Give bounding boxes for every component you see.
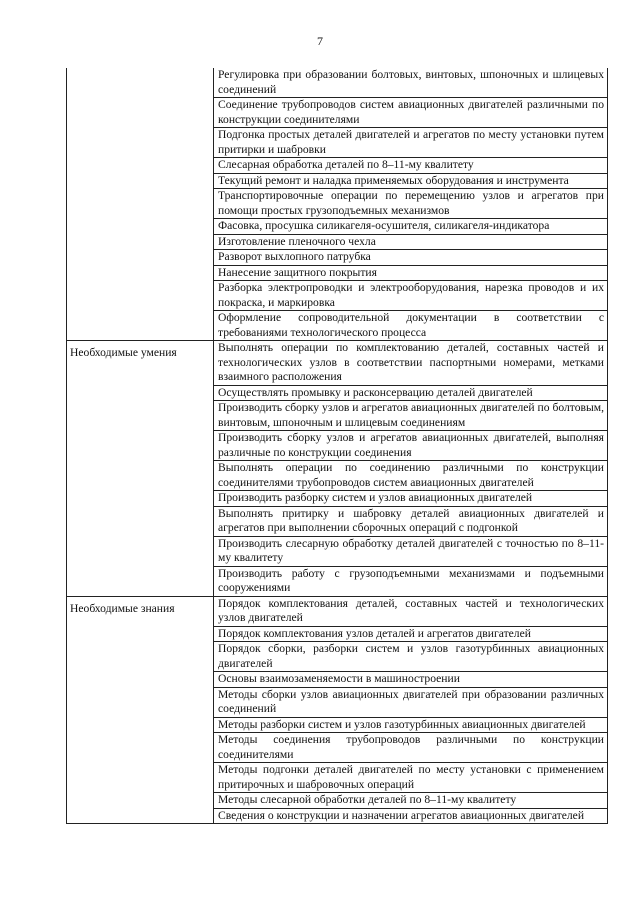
table-row: Слесарная обработка деталей по 8–11-му квалитету [214, 157, 607, 173]
table-row: Оформление сопроводительной документации в соответствии с требованиями технологического процесса [214, 310, 607, 340]
table-row: Соединение трубопроводов систем авиационных двигателей различными по конструкции соединителями [214, 97, 607, 127]
table-row: Порядок комплектования узлов деталей и агрегатов двигателей [214, 626, 607, 642]
table-row: Производить работу с грузоподъемными механизмами и подъемными сооружениями [214, 566, 607, 596]
section-labor-actions [67, 68, 607, 340]
table-row: Методы слесарной обработки деталей по 8–11-му квалитету [214, 792, 607, 808]
section-items [214, 68, 607, 340]
requirements-table [66, 68, 608, 824]
table-row: Транспортировочные операции по перемещению узлов и агрегатов при помощи простых грузоподъемных механизмов [214, 188, 607, 218]
table-row: Подгонка простых деталей двигателей и агрегатов по месту установки путем притирки и шабровки [214, 127, 607, 157]
table-row: Выполнять притирку и шабровку деталей авиационных двигателей и агрегатов при выполнении сборочных операций с подгонкой [214, 506, 607, 536]
table-row: Фасовка, просушка силикагеля-осушителя, силикагеля-индикатора [214, 218, 607, 234]
table-row: Порядок комплектования деталей, составных частей и технологических узлов двигателей [218, 596, 604, 624]
table-row: Основы взаимозаменяемости в машиностроении [214, 671, 607, 687]
section-required-skills [67, 340, 607, 596]
table-row: Сведения о конструкции и назначении агрегатов авиационных двигателей [214, 808, 607, 824]
section-label: Необходимые умения [67, 341, 214, 596]
section-label: Необходимые знания [67, 597, 214, 824]
table-row: Выполнять операции по соединению различными по конструкции соединителями трубопроводов систем авиационных двигателей [214, 460, 607, 490]
table-row: Методы соединения трубопроводов различными по конструкции соединителями [214, 732, 607, 762]
table-row: Производить разборку систем и узлов авиационных двигателей [214, 490, 607, 506]
table-row: Осуществлять промывку и расконсервацию деталей двигателей [214, 385, 607, 401]
table-row: Порядок сборки, разборки систем и узлов газотурбинных авиационных двигателей [214, 641, 607, 671]
section-required-knowledge [67, 596, 607, 824]
table-row: Разборка электропроводки и электрооборудования, нарезка проводов и их покраска, и маркировка [214, 280, 607, 310]
table-row: Выполнять операции по комплектованию деталей, составных частей и технологических узлов в соответствии паспортными номерами, метками взаимного расположения [218, 341, 604, 383]
section-items [214, 597, 607, 824]
table-row: Производить сборку узлов и агрегатов авиационных двигателей, выполняя различные по конструкции соединения [214, 430, 607, 460]
table-row: Изготовление пленочного чехла [214, 234, 607, 250]
table-row: Текущий ремонт и наладка применяемых оборудования и инструмента [214, 173, 607, 189]
section-items [214, 341, 607, 596]
table-row: Разворот выхлопного патрубка [214, 249, 607, 265]
table-row: Нанесение защитного покрытия [214, 265, 607, 281]
table-row: Методы разборки систем и узлов газотурбинных авиационных двигателей [214, 717, 607, 733]
table-row: Методы подгонки деталей двигателей по месту установки с применением притирочных и шабровочных операций [214, 762, 607, 792]
table-row: Методы сборки узлов авиационных двигателей при образовании различных соединений [214, 687, 607, 717]
section-label [67, 68, 214, 340]
page-number: 7 [317, 34, 323, 48]
table-row: Регулировка при образовании болтовых, винтовых, шпоночных и шлицевых соединений [218, 68, 604, 96]
table-row: Производить слесарную обработку деталей двигателей с точностью по 8–11-му квалитету [214, 536, 607, 566]
table-row: Производить сборку узлов и агрегатов авиационных двигателей по болтовым, винтовым, шпоночным и шлицевым соединениям [214, 400, 607, 430]
